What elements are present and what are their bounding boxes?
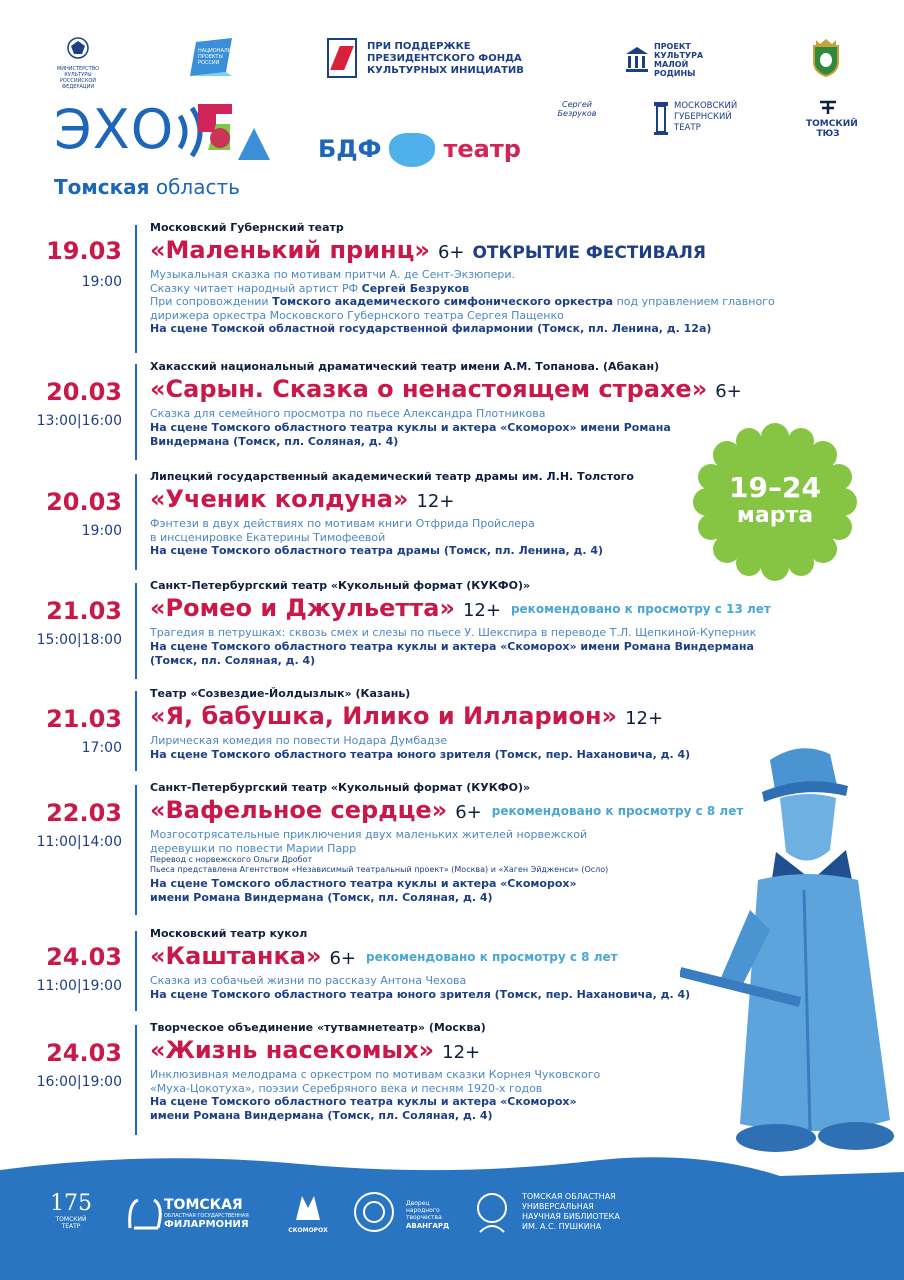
event-venue: имени Романа Виндермана (Томск, пл. Соляная, д. 4) — [150, 1109, 493, 1122]
event-title: «Жизнь насекомых» — [150, 1036, 435, 1064]
age-recommendation: рекомендовано к просмотру с 8 лет — [491, 804, 744, 818]
badge-dates: 19–24 — [729, 471, 821, 504]
region-light: область — [149, 175, 240, 199]
philharmonic-name: ФИЛАРМОНИЯ — [164, 1219, 249, 1230]
event-venue: На сцене Томского областного театра куклы и актера «Скоморох» имени Романа — [150, 420, 671, 434]
event-title: «Ромео и Джульетта» — [150, 594, 455, 622]
event-content — [150, 781, 800, 905]
event-time: 15:00|18:00 — [36, 632, 122, 648]
presidential-fund-text: ПРИ ПОДДЕРЖКЕ ПРЕЗИДЕНТСКОГО ФОНДА КУЛЬТУРНЫХ ИНИЦИАТИВ — [367, 41, 524, 76]
event-time: 13:00|16:00 — [36, 413, 122, 429]
event-venue: Виндермана (Томск, пл. Соляная, д. 4) — [150, 434, 399, 448]
event-title: «Маленький принц» — [150, 236, 430, 264]
event-title: «Сарын. Сказка о ненастоящем страхе» — [150, 375, 708, 403]
event-date: 19.03 — [46, 237, 122, 265]
event-description-part: Сказку читает народный артист РФ — [150, 281, 362, 295]
event-time: 17:00 — [81, 740, 122, 756]
philharmonic-subtitle: ОБЛАСТНАЯ ГОСУДАРСТВЕННАЯ — [164, 1213, 249, 1219]
bezrukov-text: Сергей Безруков — [557, 100, 597, 118]
event-date: 21.03 — [46, 597, 122, 625]
tuz-text: ТОМСКИЙ ТЮЗ — [806, 119, 858, 139]
event-company: Театр «Созвездие-Йолдызлык» (Казань) — [150, 687, 411, 700]
event-company: Хакасский национальный драматический театр имени А.М. Топанова. (Абакан) — [150, 360, 660, 373]
event-description-part: При сопровождении — [150, 295, 273, 308]
event-venue: На сцене Томского областного театра куклы и актера «Скоморох» имени Романа Виндермана — [150, 639, 754, 653]
coat-of-arms-icon — [808, 38, 844, 78]
event-title: «Каштанка» — [150, 942, 322, 970]
bezrukov-fund-logo — [552, 100, 602, 118]
event-description — [150, 282, 800, 296]
event-date: 21.03 — [46, 705, 122, 733]
event-description — [150, 295, 800, 309]
event-time: 16:00|19:00 — [36, 1074, 122, 1090]
presidential-fund-icon — [327, 38, 357, 78]
event-time: 11:00|14:00 — [36, 834, 122, 850]
event-title-row — [150, 593, 800, 626]
event-age: 12+ — [625, 708, 664, 729]
event-company: Московский Губернский театр — [150, 221, 344, 234]
region-label — [54, 175, 240, 199]
echo-word: ЭХО — [54, 98, 175, 161]
tuz-icon — [818, 100, 838, 116]
event-title-row — [150, 235, 800, 268]
event-venue: На сцене Томского областного театра юного зрителя (Томск, пер. Нахановича, д. 4) — [150, 747, 691, 761]
drama-theatre-175-logo — [46, 1192, 96, 1230]
event-title: «Ученик колдуна» — [150, 485, 409, 513]
theatre-mask-icon — [389, 133, 435, 167]
column-icon — [652, 100, 670, 136]
event-description: дирижера оркестра Московского Губернского театра Сергея Пащенко — [150, 308, 564, 322]
event-description-highlight: Томского академического симфонического оркестра — [272, 295, 614, 308]
event-title-row — [150, 484, 800, 517]
ornament-circle-icon — [352, 1190, 396, 1234]
event-date: 24.03 — [46, 1039, 122, 1067]
event-date: 22.03 — [46, 799, 122, 827]
event-description: Сказка для семейного просмотра по пьесе Александра Плотникова — [150, 407, 546, 420]
event-age: 12+ — [462, 600, 501, 621]
badge-month: марта — [736, 503, 814, 528]
event-age: 12+ — [416, 491, 455, 512]
event-description: Фэнтези в двух действиях по мотивам книги Отфрида Пройслера — [150, 517, 535, 530]
event-title-row — [150, 374, 800, 407]
divider-bar — [135, 225, 137, 353]
event-age: 6+ — [437, 242, 465, 263]
event-company: Липецкий государственный академический театр драмы им. Л.Н. Толстого — [150, 470, 634, 483]
event-age: 6+ — [455, 802, 482, 823]
event-description: Мозгосотрясательные приключения двух маленьких жителей норвежской — [150, 828, 588, 841]
event-company: Санкт-Петербургский театр «Кукольный формат (КУКФО)» — [150, 579, 531, 592]
drama-theatre-text: ТОМСКИЙ ТЕАТР — [55, 1216, 87, 1230]
event-description: деревушки по повести Марии Парр — [150, 841, 357, 855]
event-venue: На сцене Томского областного театра куклы и актера «Скоморох» — [150, 1095, 577, 1108]
divider-bar — [135, 931, 137, 1011]
divider-bar — [135, 474, 137, 570]
event-description-part: под управлением главного — [613, 295, 775, 308]
presidential-fund-logo — [327, 38, 527, 80]
footer-partners — [0, 1150, 904, 1280]
event-title-row — [150, 701, 800, 734]
event-venue: имени Романа Виндермана (Томск, пл. Соляная, д. 4) — [150, 891, 493, 904]
translation-credit: Перевод с норвежского Ольги Дробот — [150, 855, 313, 864]
event-venue: На сцене Томского областного театра юного зрителя (Томск, пер. Нахановича, д. 4) — [150, 987, 691, 1001]
event-content — [150, 221, 800, 336]
b-shapes-icon — [194, 104, 274, 166]
ministry-text: МИНИСТЕРСТВО КУЛЬТУРЫ РОССИЙСКОЙ ФЕДЕРАЦИИ — [56, 66, 100, 90]
event-description: Лирическая комедия по повести Нодара Думбадзе — [150, 734, 448, 747]
ministry-logo — [56, 36, 100, 90]
event-venue: На сцене Томского областного театра драмы (Томск, пл. Ленина, д. 4) — [150, 544, 604, 557]
event-age: 6+ — [329, 948, 357, 969]
anniversary-number: 175 — [50, 1191, 92, 1216]
event-venue: На сцене Томской областной государственной филармонии (Томск, пл. Ленина, д. 12а) — [150, 322, 712, 335]
skomoroh-logo — [286, 1190, 330, 1235]
lyre-icon — [124, 1194, 164, 1234]
event-title: «Вафельное сердце» — [150, 796, 448, 824]
pushkin-portrait-icon — [472, 1190, 512, 1234]
event-title-row — [150, 1035, 800, 1068]
divider-bar — [135, 583, 137, 679]
event-content — [150, 687, 800, 762]
event-age: 6+ — [715, 381, 742, 402]
event-title-row — [150, 941, 800, 974]
event-age: 12+ — [442, 1042, 481, 1063]
avangard-subtitle: Дворец народного творчества — [406, 1200, 442, 1221]
event-content — [150, 360, 800, 449]
divider-bar — [135, 691, 137, 771]
jester-icon — [288, 1190, 328, 1224]
eagle-emblem-icon — [56, 36, 100, 62]
building-icon — [624, 44, 650, 74]
gubern-theatre-text: МОСКОВСКИЙ ГУБЕРНСКИЙ ТЕАТР — [674, 101, 738, 133]
event-description: Сказка из собачьей жизни по рассказу Антона Чехова — [150, 974, 467, 987]
age-recommendation: рекомендовано к просмотру с 13 лет — [510, 602, 771, 616]
bdf-theatre-word: театр — [443, 135, 521, 163]
divider-bar — [135, 785, 137, 915]
event-description: Музыкальная сказка по мотивам притчи А. де Сент-Экзюпери. — [150, 268, 515, 281]
event-description-highlight: Сергей Безруков — [361, 281, 470, 295]
project-kultura-text: ПРОЕКТ КУЛЬТУРА МАЛОЙ РОДИНЫ — [654, 42, 704, 78]
tomsk-tuz-logo — [806, 100, 858, 139]
event-title-row — [150, 795, 800, 828]
tomsk-coat-of-arms — [808, 38, 844, 82]
event-content — [150, 1021, 800, 1123]
agency-credit: Пьеса представлена Агентством «Независимый театральный проект» (Москва) и «Хаген Эйдженси» (Осло) — [150, 865, 609, 874]
event-company: Московский театр кукол — [150, 927, 308, 940]
region-bold: Томская — [54, 175, 150, 199]
divider-bar — [135, 364, 137, 460]
festival-opening-label: ОТКРЫТИЕ ФЕСТИВАЛЯ — [472, 243, 706, 263]
event-company: Санкт-Петербургский театр «Кукольный формат (КУКФО)» — [150, 781, 531, 794]
age-recommendation: рекомендовано к просмотру с 8 лет — [366, 950, 618, 964]
event-date: 20.03 — [46, 378, 122, 406]
event-time: 19:00 — [81, 523, 122, 539]
bdf-theatre-logo — [318, 133, 521, 167]
event-venue: (Томск, пл. Соляная, д. 4) — [150, 653, 316, 667]
event-time: 19:00 — [81, 274, 122, 290]
echo-festival-logo — [54, 100, 284, 200]
event-description: «Муха-Цокотуха», поэзии Серебряного века и песням 1920-х годов — [150, 1081, 543, 1095]
event-date: 24.03 — [46, 943, 122, 971]
divider-bar — [135, 1025, 137, 1135]
event-content — [150, 470, 800, 558]
event-description: Инклюзивная мелодрама с оркестром по мотивам сказки Корнея Чуковского — [150, 1068, 601, 1081]
philharmonic-title: ТОМСКАЯ — [164, 1197, 243, 1213]
event-time: 11:00|19:00 — [36, 978, 122, 994]
event-description: Трагедия в петрушках: сквозь смех и слезы по пьесе У. Шекспира в переводе Т.Л. Щепкиной-Куперник — [150, 626, 757, 639]
event-content — [150, 579, 800, 668]
bdf-word: БДФ — [318, 135, 382, 163]
event-date: 20.03 — [46, 488, 122, 516]
header-logos — [0, 0, 904, 199]
event-company: Творческое объединение «тутвамнетеатр» (Москва) — [150, 1021, 486, 1034]
event-description: в инсценировке Екатерины Тимофеевой — [150, 530, 386, 544]
national-projects-logo — [186, 36, 243, 78]
avangard-name: АВАНГАРД — [406, 1222, 450, 1230]
national-projects-text: НАЦИОНАЛЬНЫЕ ПРОЕКТЫ РОССИИ — [198, 48, 243, 66]
event-venue: На сцене Томского областного театра куклы и актера «Скоморох» — [150, 877, 577, 890]
skomoroh-text: СКОМОРОХ — [288, 1227, 328, 1234]
event-title: «Я, бабушка, Илико и Илларион» — [150, 702, 618, 730]
library-text: ТОМСКАЯ ОБЛАСТНАЯ УНИВЕРСАЛЬНАЯ НАУЧНАЯ БИБЛИОТЕКА ИМ. А.С. ПУШКИНА — [522, 1192, 620, 1231]
event-content — [150, 927, 800, 1002]
